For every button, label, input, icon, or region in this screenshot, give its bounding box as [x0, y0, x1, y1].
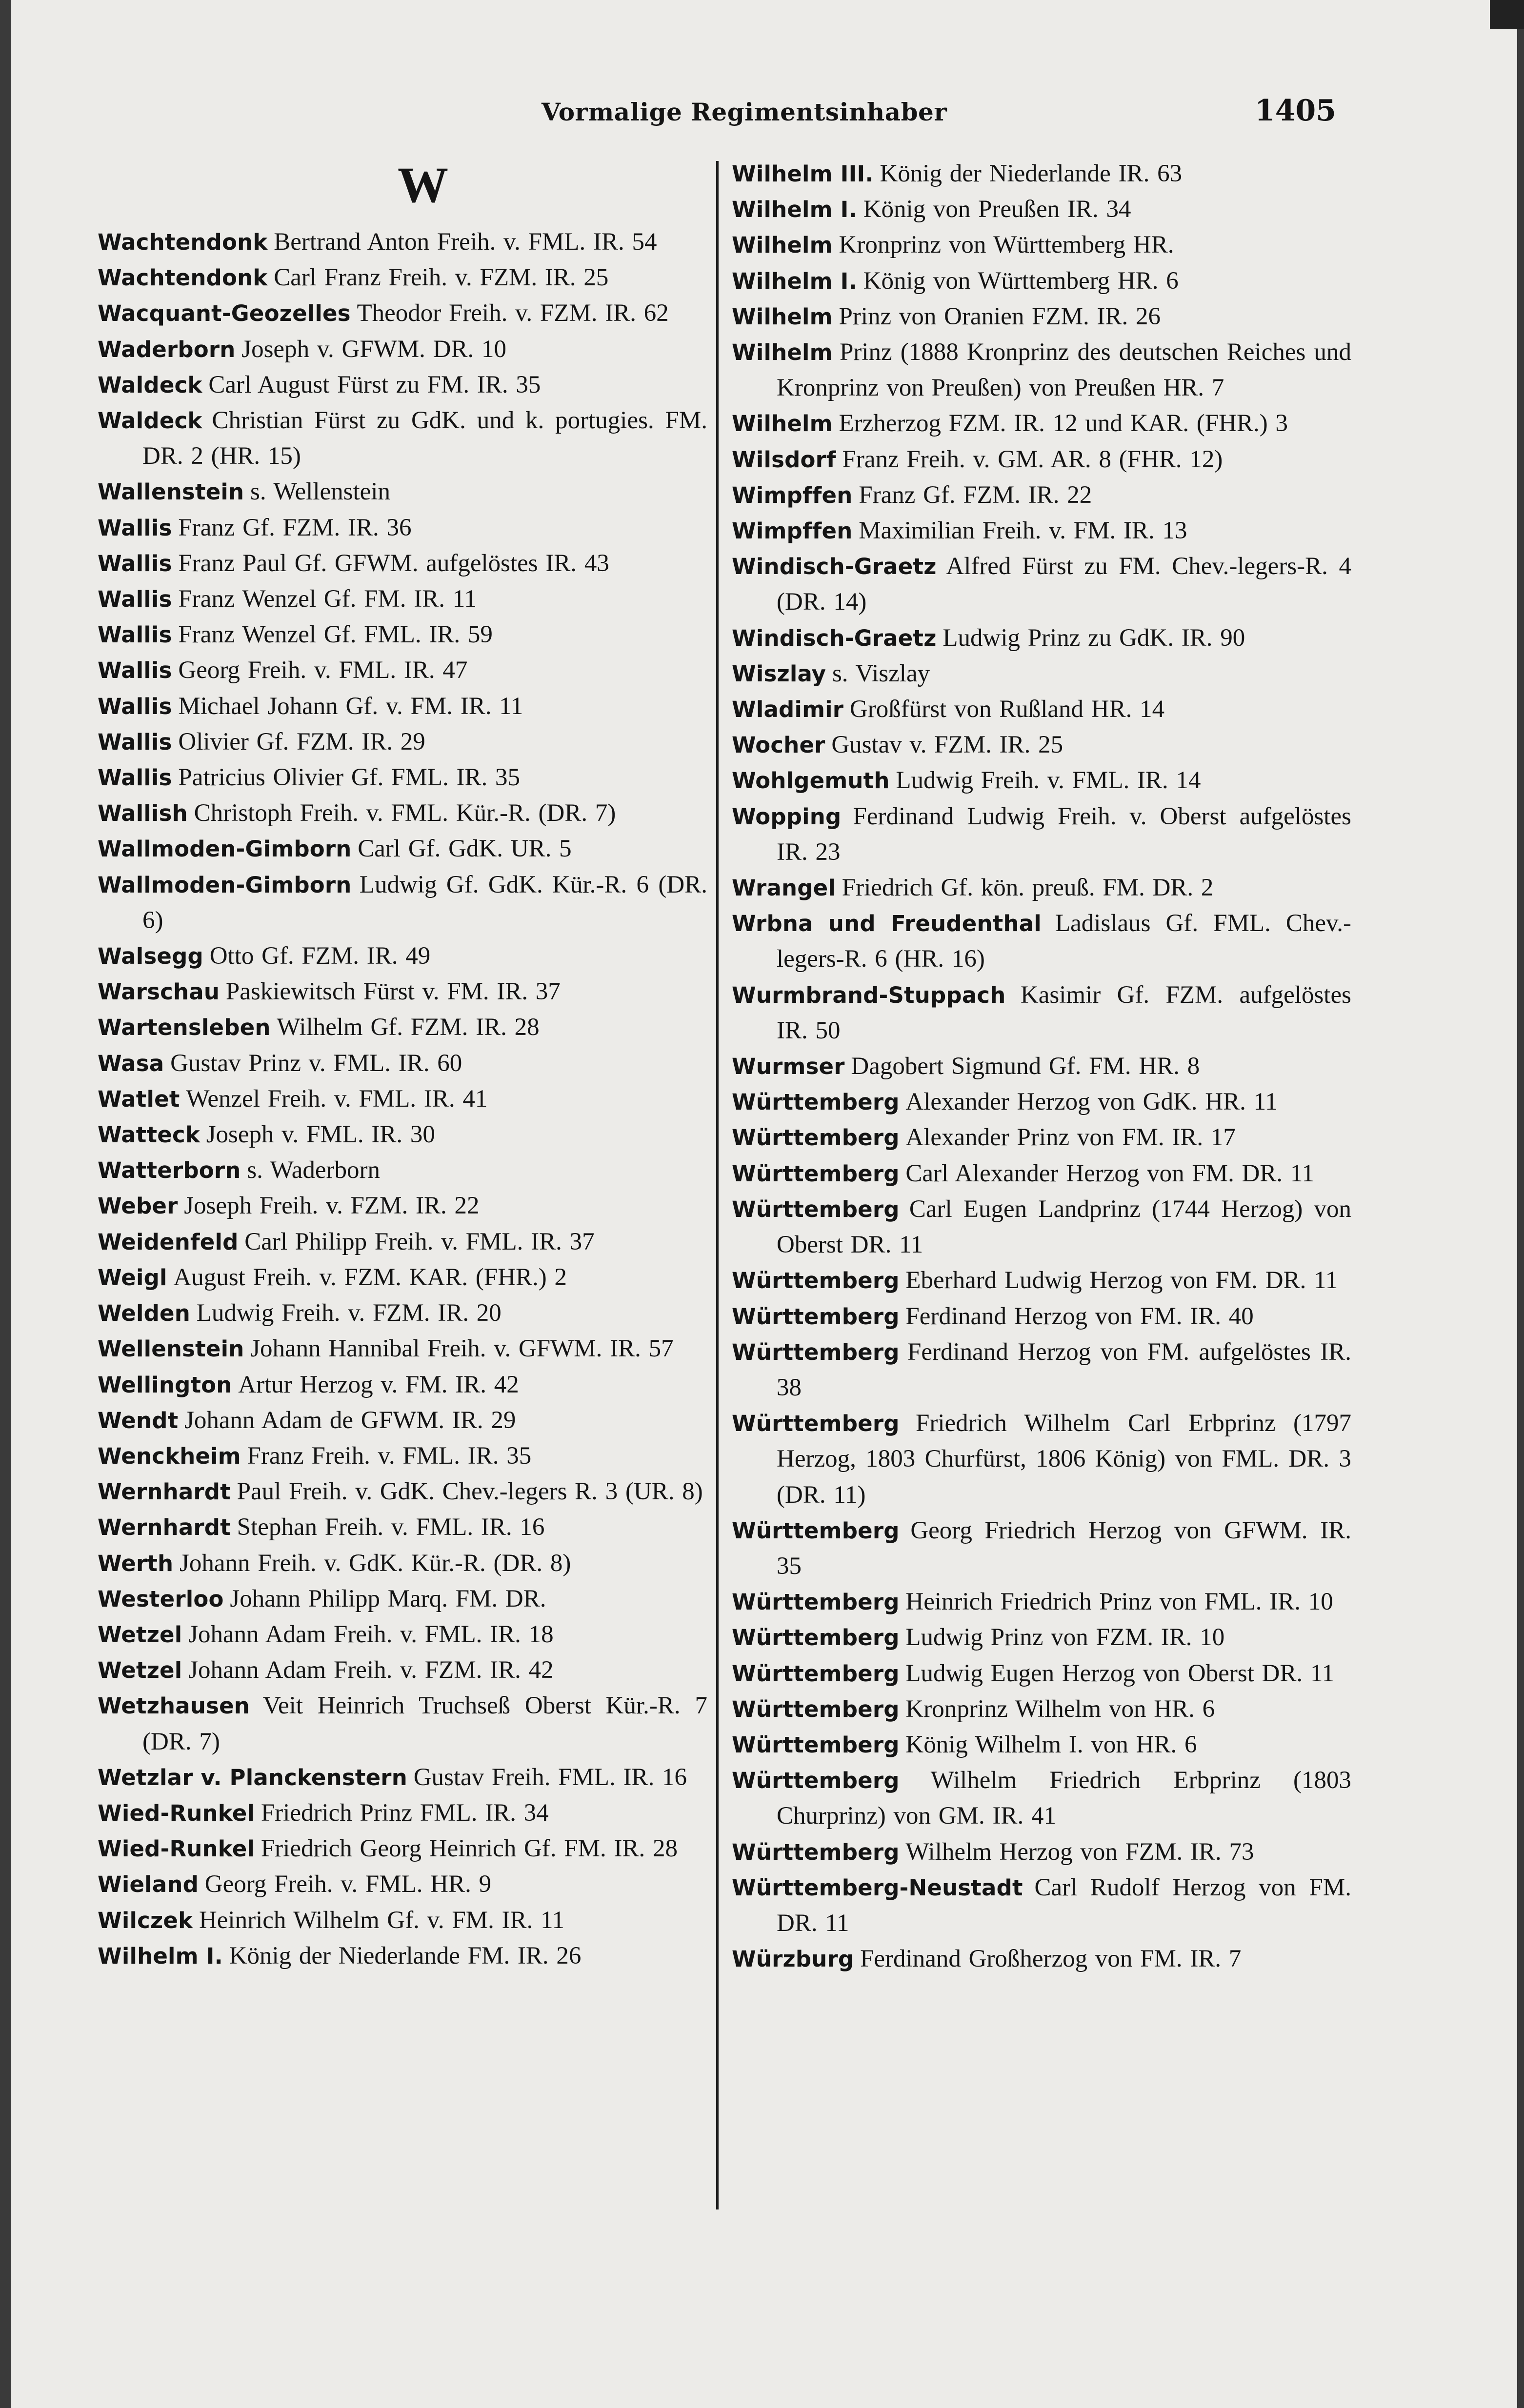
entry-name: Wallis — [98, 693, 172, 719]
scan-border-right — [1517, 0, 1524, 2408]
entry-details: Heinrich Wilhelm Gf. v. FM. IR. 11 — [199, 1906, 565, 1934]
entry-name: Württemberg — [732, 1589, 900, 1615]
section-letter: W — [398, 157, 448, 213]
entry-details: König von Preußen IR. 34 — [863, 196, 1131, 223]
entry-name: Warschau — [98, 979, 220, 1005]
index-entry — [98, 1010, 707, 1045]
index-entry — [732, 799, 1351, 870]
index-entry — [98, 1760, 707, 1795]
column-divider — [716, 161, 719, 2209]
entry-details: Ferdinand Herzog von FM. aufgelöstes IR. 38 — [777, 1338, 1351, 1401]
index-entry — [732, 1763, 1351, 1834]
index-entry — [98, 474, 707, 510]
entry-details: Franz Gf. FZM. IR. 22 — [859, 481, 1092, 509]
index-entry — [98, 1117, 707, 1153]
index-entry — [98, 831, 707, 867]
entry-name: Wilhelm I. — [732, 197, 857, 223]
index-entry — [98, 1295, 707, 1331]
index-entry — [98, 367, 707, 403]
entry-details: Christoph Freih. v. FML. Kür.-R. (DR. 7) — [194, 799, 616, 827]
index-entry — [98, 1688, 707, 1759]
entry-name: Werth — [98, 1550, 174, 1576]
entry-name: Wrbna und Freudenthal — [732, 911, 1042, 937]
entry-name: Wallmoden-Gimborn — [98, 872, 352, 898]
entry-name: Waldeck — [98, 408, 202, 434]
entry-details: Ludwig Freih. v. FZM. IR. 20 — [196, 1299, 501, 1327]
index-entry — [732, 1834, 1351, 1870]
index-entry — [732, 763, 1351, 798]
index-entry — [732, 406, 1351, 441]
entry-name: Wellenstein — [98, 1336, 244, 1362]
entry-details: Paul Freih. v. GdK. Chev.-legers R. 3 (UR. 8) — [237, 1478, 703, 1506]
entry-name: Württemberg — [732, 1768, 900, 1794]
entry-name: Württemberg — [732, 1660, 900, 1687]
entry-name: Wetzel — [98, 1621, 182, 1648]
entry-details: August Freih. v. FZM. KAR. (FHR.) 2 — [173, 1263, 567, 1291]
index-entry — [98, 581, 707, 617]
entry-details: Bertrand Anton Freih. v. FML. IR. 54 — [274, 228, 657, 256]
entry-name: Wilhelm III. — [732, 161, 874, 187]
entry-details: Carl Rudolf Herzog von FM. DR. 11 — [777, 1873, 1351, 1937]
index-entry — [732, 1192, 1351, 1263]
entry-name: Welden — [98, 1300, 190, 1327]
entry-details: Joseph Freih. v. FZM. IR. 22 — [184, 1192, 480, 1220]
index-entry — [732, 1584, 1351, 1620]
entry-details: Ludwig Eugen Herzog von Oberst DR. 11 — [905, 1659, 1335, 1687]
index-entry — [98, 510, 707, 546]
index-entry — [732, 549, 1351, 620]
index-entry — [98, 760, 707, 796]
entry-name: Wallmoden-Gimborn — [98, 836, 352, 862]
entry-details: Georg Freih. v. FML. HR. 9 — [204, 1871, 492, 1898]
entry-name: Wrangel — [732, 875, 836, 901]
scan-corner — [1490, 0, 1524, 29]
entry-details: Theodor Freih. v. FZM. IR. 62 — [357, 299, 669, 327]
index-entry — [732, 1870, 1351, 1941]
index-entry — [732, 478, 1351, 513]
entry-name: Westerloo — [98, 1586, 224, 1612]
entry-details: Ladislaus Gf. FML. Chev.-legers-R. 6 (HR. 16) — [777, 910, 1352, 973]
index-entry — [98, 224, 707, 260]
index-entry — [98, 1046, 707, 1081]
entry-details: Wenzel Freih. v. FML. IR. 41 — [186, 1085, 488, 1113]
entry-details: Friedrich Prinz FML. IR. 34 — [261, 1799, 549, 1827]
entry-name: Wallenstein — [98, 479, 244, 505]
index-entry — [732, 513, 1351, 549]
entry-name: Wilhelm — [732, 232, 833, 259]
index-entry — [98, 1510, 707, 1545]
index-entry — [98, 1652, 707, 1688]
index-entry — [732, 906, 1351, 977]
entry-details: Johann Adam Freih. v. FML. IR. 18 — [188, 1620, 554, 1648]
right-column — [732, 156, 1351, 1977]
running-title: Vormalige Regimentsinhaber — [541, 98, 947, 126]
index-entry — [732, 1692, 1351, 1727]
entry-details: Franz Wenzel Gf. FML. IR. 59 — [178, 621, 493, 649]
entry-name: Wallis — [98, 729, 172, 755]
index-entry — [732, 1084, 1351, 1120]
index-entry — [98, 1188, 707, 1224]
entry-name: Wartensleben — [98, 1015, 271, 1041]
entry-name: Wallis — [98, 515, 172, 541]
entry-details: Gustav v. FZM. IR. 25 — [831, 731, 1063, 759]
index-entry — [732, 227, 1351, 263]
entry-details: Olivier Gf. FZM. IR. 29 — [178, 728, 425, 756]
entry-details: Christian Fürst zu GdK. und k. portugies. FM. DR. 2 (HR. 15) — [142, 407, 708, 470]
entry-details: Prinz (1888 Kronprinz des deutschen Reiches und Kronprinz von Preußen) von Preußen HR. 7 — [777, 338, 1352, 402]
entry-details: Gustav Prinz v. FML. IR. 60 — [170, 1049, 462, 1077]
entry-name: Wilczek — [98, 1907, 193, 1933]
index-entry — [98, 724, 707, 760]
entry-details: Stephan Freih. v. FML. IR. 16 — [237, 1513, 545, 1541]
index-entry — [732, 1620, 1351, 1655]
index-entry — [98, 1438, 707, 1474]
entry-name: Wetzel — [98, 1657, 182, 1684]
entry-details: Joseph v. GFWM. DR. 10 — [241, 335, 507, 363]
index-entry — [732, 1263, 1351, 1298]
index-entry — [98, 1081, 707, 1117]
entry-name: Wetzhausen — [98, 1693, 250, 1719]
entry-details: Ludwig Prinz von FZM. IR. 10 — [905, 1624, 1225, 1652]
entry-name: Windisch-Graetz — [732, 625, 937, 651]
entry-name: Waldeck — [98, 372, 202, 398]
entry-name: Wied-Runkel — [98, 1800, 255, 1826]
entry-details: Johann Philipp Marq. FM. DR. — [230, 1585, 546, 1612]
entry-details: Eberhard Ludwig Herzog von FM. DR. 11 — [905, 1267, 1338, 1294]
index-entry — [732, 1120, 1351, 1155]
entry-details: Friedrich Gf. kön. preuß. FM. DR. 2 — [842, 874, 1214, 902]
entry-details: Wilhelm Friedrich Erbprinz (1803 Churprinz) von GM. IR. 41 — [777, 1767, 1352, 1830]
entry-name: Wopping — [732, 803, 842, 830]
entry-name: Württemberg — [732, 1160, 900, 1187]
index-entry — [732, 620, 1351, 656]
entry-details: Carl Philipp Freih. v. FML. IR. 37 — [244, 1228, 595, 1255]
entry-details: Gustav Freih. FML. IR. 16 — [413, 1763, 687, 1791]
index-entry — [98, 1903, 707, 1938]
index-entry — [732, 1156, 1351, 1192]
entry-name: Württemberg — [732, 1625, 900, 1651]
entry-name: Wernhardt — [98, 1514, 231, 1541]
entry-name: Würzburg — [732, 1946, 854, 1972]
entry-name: Wallis — [98, 622, 172, 648]
index-entry — [98, 1795, 707, 1831]
entry-name: Württemberg — [732, 1696, 900, 1722]
entry-name: Wiszlay — [732, 660, 826, 687]
index-entry — [732, 156, 1351, 192]
entry-name: Watteck — [98, 1122, 200, 1148]
index-entry — [732, 977, 1351, 1049]
entry-name: Württemberg — [732, 1411, 900, 1437]
left-column — [98, 156, 707, 1974]
index-entry — [98, 1546, 707, 1581]
index-entry — [98, 974, 707, 1010]
index-entry — [732, 692, 1351, 727]
index-entry — [98, 332, 707, 367]
index-entry — [732, 1334, 1351, 1406]
index-entry — [732, 442, 1351, 478]
index-entry — [98, 938, 707, 974]
entry-name: Württemberg — [732, 1303, 900, 1330]
index-entry — [98, 1260, 707, 1295]
index-entry — [98, 1403, 707, 1438]
entry-details: Franz Paul Gf. GFWM. aufgelöstes IR. 43 — [178, 549, 609, 577]
index-entry — [98, 1367, 707, 1403]
entry-name: Weber — [98, 1193, 178, 1219]
entry-details: s. Wellenstein — [250, 478, 390, 506]
index-entry — [98, 1224, 707, 1260]
index-entry — [732, 727, 1351, 763]
index-entry — [98, 1867, 707, 1902]
entry-name: Wurmbrand-Stuppach — [732, 982, 1006, 1008]
index-entry — [732, 1406, 1351, 1513]
entry-name: Wocher — [732, 732, 825, 758]
entry-details: Erzherzog FZM. IR. 12 und KAR. (FHR.) 3 — [839, 410, 1288, 438]
index-entry — [732, 1941, 1351, 1977]
entry-details: Kronprinz Wilhelm von HR. 6 — [905, 1695, 1215, 1723]
entry-name: Württemberg — [732, 1268, 900, 1294]
entry-name: Wallis — [98, 550, 172, 577]
entry-details: Carl Gf. GdK. UR. 5 — [358, 835, 572, 863]
entry-details: Joseph v. FML. IR. 30 — [206, 1121, 435, 1149]
entry-details: Carl August Fürst zu FM. IR. 35 — [208, 371, 541, 398]
entry-name: Wachtendonk — [98, 265, 268, 291]
entry-name: Wladimir — [732, 697, 844, 723]
entry-name: Wasa — [98, 1050, 164, 1076]
index-entry — [732, 870, 1351, 906]
entry-name: Wilhelm — [732, 411, 833, 437]
entry-details: Artur Herzog v. FM. IR. 42 — [238, 1371, 519, 1398]
index-entry — [732, 263, 1351, 299]
entry-details: Heinrich Friedrich Prinz von FML. IR. 10 — [905, 1588, 1333, 1616]
entry-details: Ludwig Freih. v. FML. IR. 14 — [896, 767, 1201, 795]
entry-name: Wilhelm I. — [732, 268, 857, 294]
index-entry — [98, 617, 707, 653]
entry-name: Wilsdorf — [732, 446, 836, 473]
index-entry — [98, 1474, 707, 1510]
entry-details: Ferdinand Großherzog von FM. IR. 7 — [860, 1945, 1242, 1973]
entry-name: Wenckheim — [98, 1443, 241, 1469]
index-entry — [98, 1938, 707, 1974]
entry-name: Württemberg — [732, 1339, 900, 1365]
entry-details: Franz Freih. v. FML. IR. 35 — [247, 1442, 532, 1470]
index-entry — [98, 1617, 707, 1652]
entry-details: König Wilhelm I. von HR. 6 — [905, 1731, 1197, 1758]
entry-name: Wohlgemuth — [732, 768, 890, 794]
entry-name: Wallis — [98, 765, 172, 791]
entry-name: Wallish — [98, 800, 188, 827]
entry-name: Württemberg — [732, 1839, 900, 1865]
index-entry — [732, 1299, 1351, 1334]
index-entry — [98, 296, 707, 331]
entry-name: Wellington — [98, 1372, 232, 1398]
entry-name: Wachtendonk — [98, 229, 268, 255]
entry-name: Württemberg — [732, 1196, 900, 1222]
entry-name: Watlet — [98, 1086, 180, 1112]
entry-details: Friedrich Wilhelm Carl Erbprinz (1797 Herzog, 1803 Churfürst, 1806 König) von FML. DR. 3 (DR. 11) — [777, 1410, 1351, 1509]
entry-name: Wetzlar v. Planckenstern — [98, 1764, 407, 1791]
entry-name: Wimpffen — [732, 518, 853, 544]
index-entry — [98, 546, 707, 581]
entry-name: Wernhardt — [98, 1479, 231, 1505]
entry-details: König der Niederlande FM. IR. 26 — [229, 1942, 582, 1970]
index-entry — [98, 867, 707, 938]
entry-details: Franz Freih. v. GM. AR. 8 (FHR. 12) — [842, 445, 1223, 473]
entry-details: Kronprinz von Württemberg HR. — [839, 231, 1174, 259]
entry-details: König der Niederlande IR. 63 — [880, 160, 1183, 187]
entry-name: Weidenfeld — [98, 1229, 239, 1255]
entry-name: Walsegg — [98, 943, 203, 970]
entry-details: Ferdinand Ludwig Freih. v. Oberst aufgelöstes IR. 23 — [777, 802, 1351, 866]
entry-name: Wendt — [98, 1407, 179, 1433]
entry-details: Dagobert Sigmund Gf. FM. HR. 8 — [851, 1053, 1200, 1080]
index-entry — [98, 1581, 707, 1617]
index-entry — [732, 192, 1351, 227]
entry-details: Carl Alexander Herzog von FM. DR. 11 — [905, 1159, 1315, 1187]
entry-details: Carl Franz Freih. v. FZM. IR. 25 — [274, 264, 609, 292]
entry-details: Maximilian Freih. v. FM. IR. 13 — [859, 517, 1187, 545]
entry-name: Wacquant-Geozelles — [98, 300, 351, 327]
index-entry — [732, 656, 1351, 692]
entry-details: Alfred Fürst zu FM. Chev.-legers-R. 4 (DR. 14) — [777, 553, 1351, 616]
entry-name: Wilhelm I. — [98, 1943, 223, 1969]
entry-details: s. Waderborn — [247, 1156, 380, 1184]
entry-details: Wilhelm Herzog von FZM. IR. 73 — [905, 1838, 1254, 1866]
index-entry — [98, 796, 707, 831]
entry-details: Johann Freih. v. GdK. Kür.-R. (DR. 8) — [180, 1549, 571, 1577]
entry-name: Waderborn — [98, 336, 236, 362]
entry-details: Alexander Prinz von FM. IR. 17 — [905, 1124, 1236, 1152]
entry-details: Johann Adam Freih. v. FZM. IR. 42 — [188, 1656, 554, 1684]
entry-details: Alexander Herzog von GdK. HR. 11 — [905, 1088, 1278, 1116]
entry-name: Württemberg — [732, 1517, 900, 1544]
entry-details: Ferdinand Herzog von FM. IR. 40 — [905, 1302, 1254, 1330]
entry-name: Württemberg-Neustadt — [732, 1874, 1023, 1901]
entry-details: Franz Wenzel Gf. FM. IR. 11 — [178, 585, 477, 613]
entry-details: Carl Eugen Landprinz (1744 Herzog) von Oberst DR. 11 — [777, 1195, 1351, 1259]
entry-name: Württemberg — [732, 1731, 900, 1758]
entry-details: Paskiewitsch Fürst v. FM. IR. 37 — [225, 978, 561, 1006]
index-entry — [98, 1153, 707, 1188]
entry-details: s. Viszlay — [832, 659, 930, 687]
entry-details: Johann Hannibal Freih. v. GFWM. IR. 57 — [250, 1335, 674, 1363]
page-number: 1405 — [1255, 94, 1336, 128]
index-entry — [732, 1727, 1351, 1763]
entry-name: Weigl — [98, 1264, 167, 1291]
index-entry — [98, 689, 707, 724]
index-entry — [732, 1513, 1351, 1584]
entry-details: Wilhelm Gf. FZM. IR. 28 — [277, 1014, 540, 1041]
entry-details: Patricius Olivier Gf. FML. IR. 35 — [178, 764, 521, 792]
index-entry — [732, 299, 1351, 335]
index-entry — [98, 1331, 707, 1367]
index-entry — [732, 1656, 1351, 1692]
entry-name: Württemberg — [732, 1089, 900, 1115]
entry-details: Georg Friedrich Herzog von GFWM. IR. 35 — [777, 1516, 1351, 1580]
entry-details: König von Württemberg HR. 6 — [863, 267, 1179, 295]
entry-name: Wallis — [98, 586, 172, 613]
entry-details: Georg Freih. v. FML. IR. 47 — [178, 657, 468, 684]
index-entry — [98, 260, 707, 296]
entry-details: Kasimir Gf. FZM. aufgelöstes IR. 50 — [777, 981, 1351, 1044]
entry-name: Wied-Runkel — [98, 1836, 255, 1862]
entry-name: Wurmser — [732, 1054, 845, 1080]
index-entry — [98, 653, 707, 688]
entry-details: Johann Adam de GFWM. IR. 29 — [184, 1406, 516, 1434]
entry-name: Wallis — [98, 657, 172, 684]
index-entry — [98, 1831, 707, 1867]
entry-name: Wilhelm — [732, 303, 833, 330]
entry-details: Franz Gf. FZM. IR. 36 — [178, 514, 412, 541]
entry-name: Wieland — [98, 1871, 199, 1898]
entry-name: Wilhelm — [732, 339, 833, 366]
entry-details: Ludwig Gf. GdK. Kür.-R. 6 (DR. 6) — [142, 871, 708, 934]
index-entry — [732, 1049, 1351, 1084]
entry-name: Watterborn — [98, 1157, 241, 1184]
entry-details: Friedrich Georg Heinrich Gf. FM. IR. 28 — [261, 1835, 678, 1863]
entry-details: Prinz von Oranien FZM. IR. 26 — [839, 302, 1161, 330]
entry-details: Michael Johann Gf. v. FM. IR. 11 — [178, 692, 523, 720]
index-entry — [98, 403, 707, 474]
index-entry — [732, 335, 1351, 406]
scan-border-left — [0, 0, 11, 2408]
entry-name: Windisch-Graetz — [732, 554, 937, 580]
entry-details: Großfürst von Rußland HR. 14 — [849, 696, 1165, 723]
entry-details: Veit Heinrich Truchseß Oberst Kür.-R. 7 (DR. 7) — [142, 1692, 707, 1755]
entry-details: Ludwig Prinz zu GdK. IR. 90 — [942, 624, 1245, 652]
entry-name: Württemberg — [732, 1125, 900, 1151]
entry-details: Otto Gf. FZM. IR. 49 — [209, 942, 431, 970]
entry-name: Wimpffen — [732, 482, 853, 508]
